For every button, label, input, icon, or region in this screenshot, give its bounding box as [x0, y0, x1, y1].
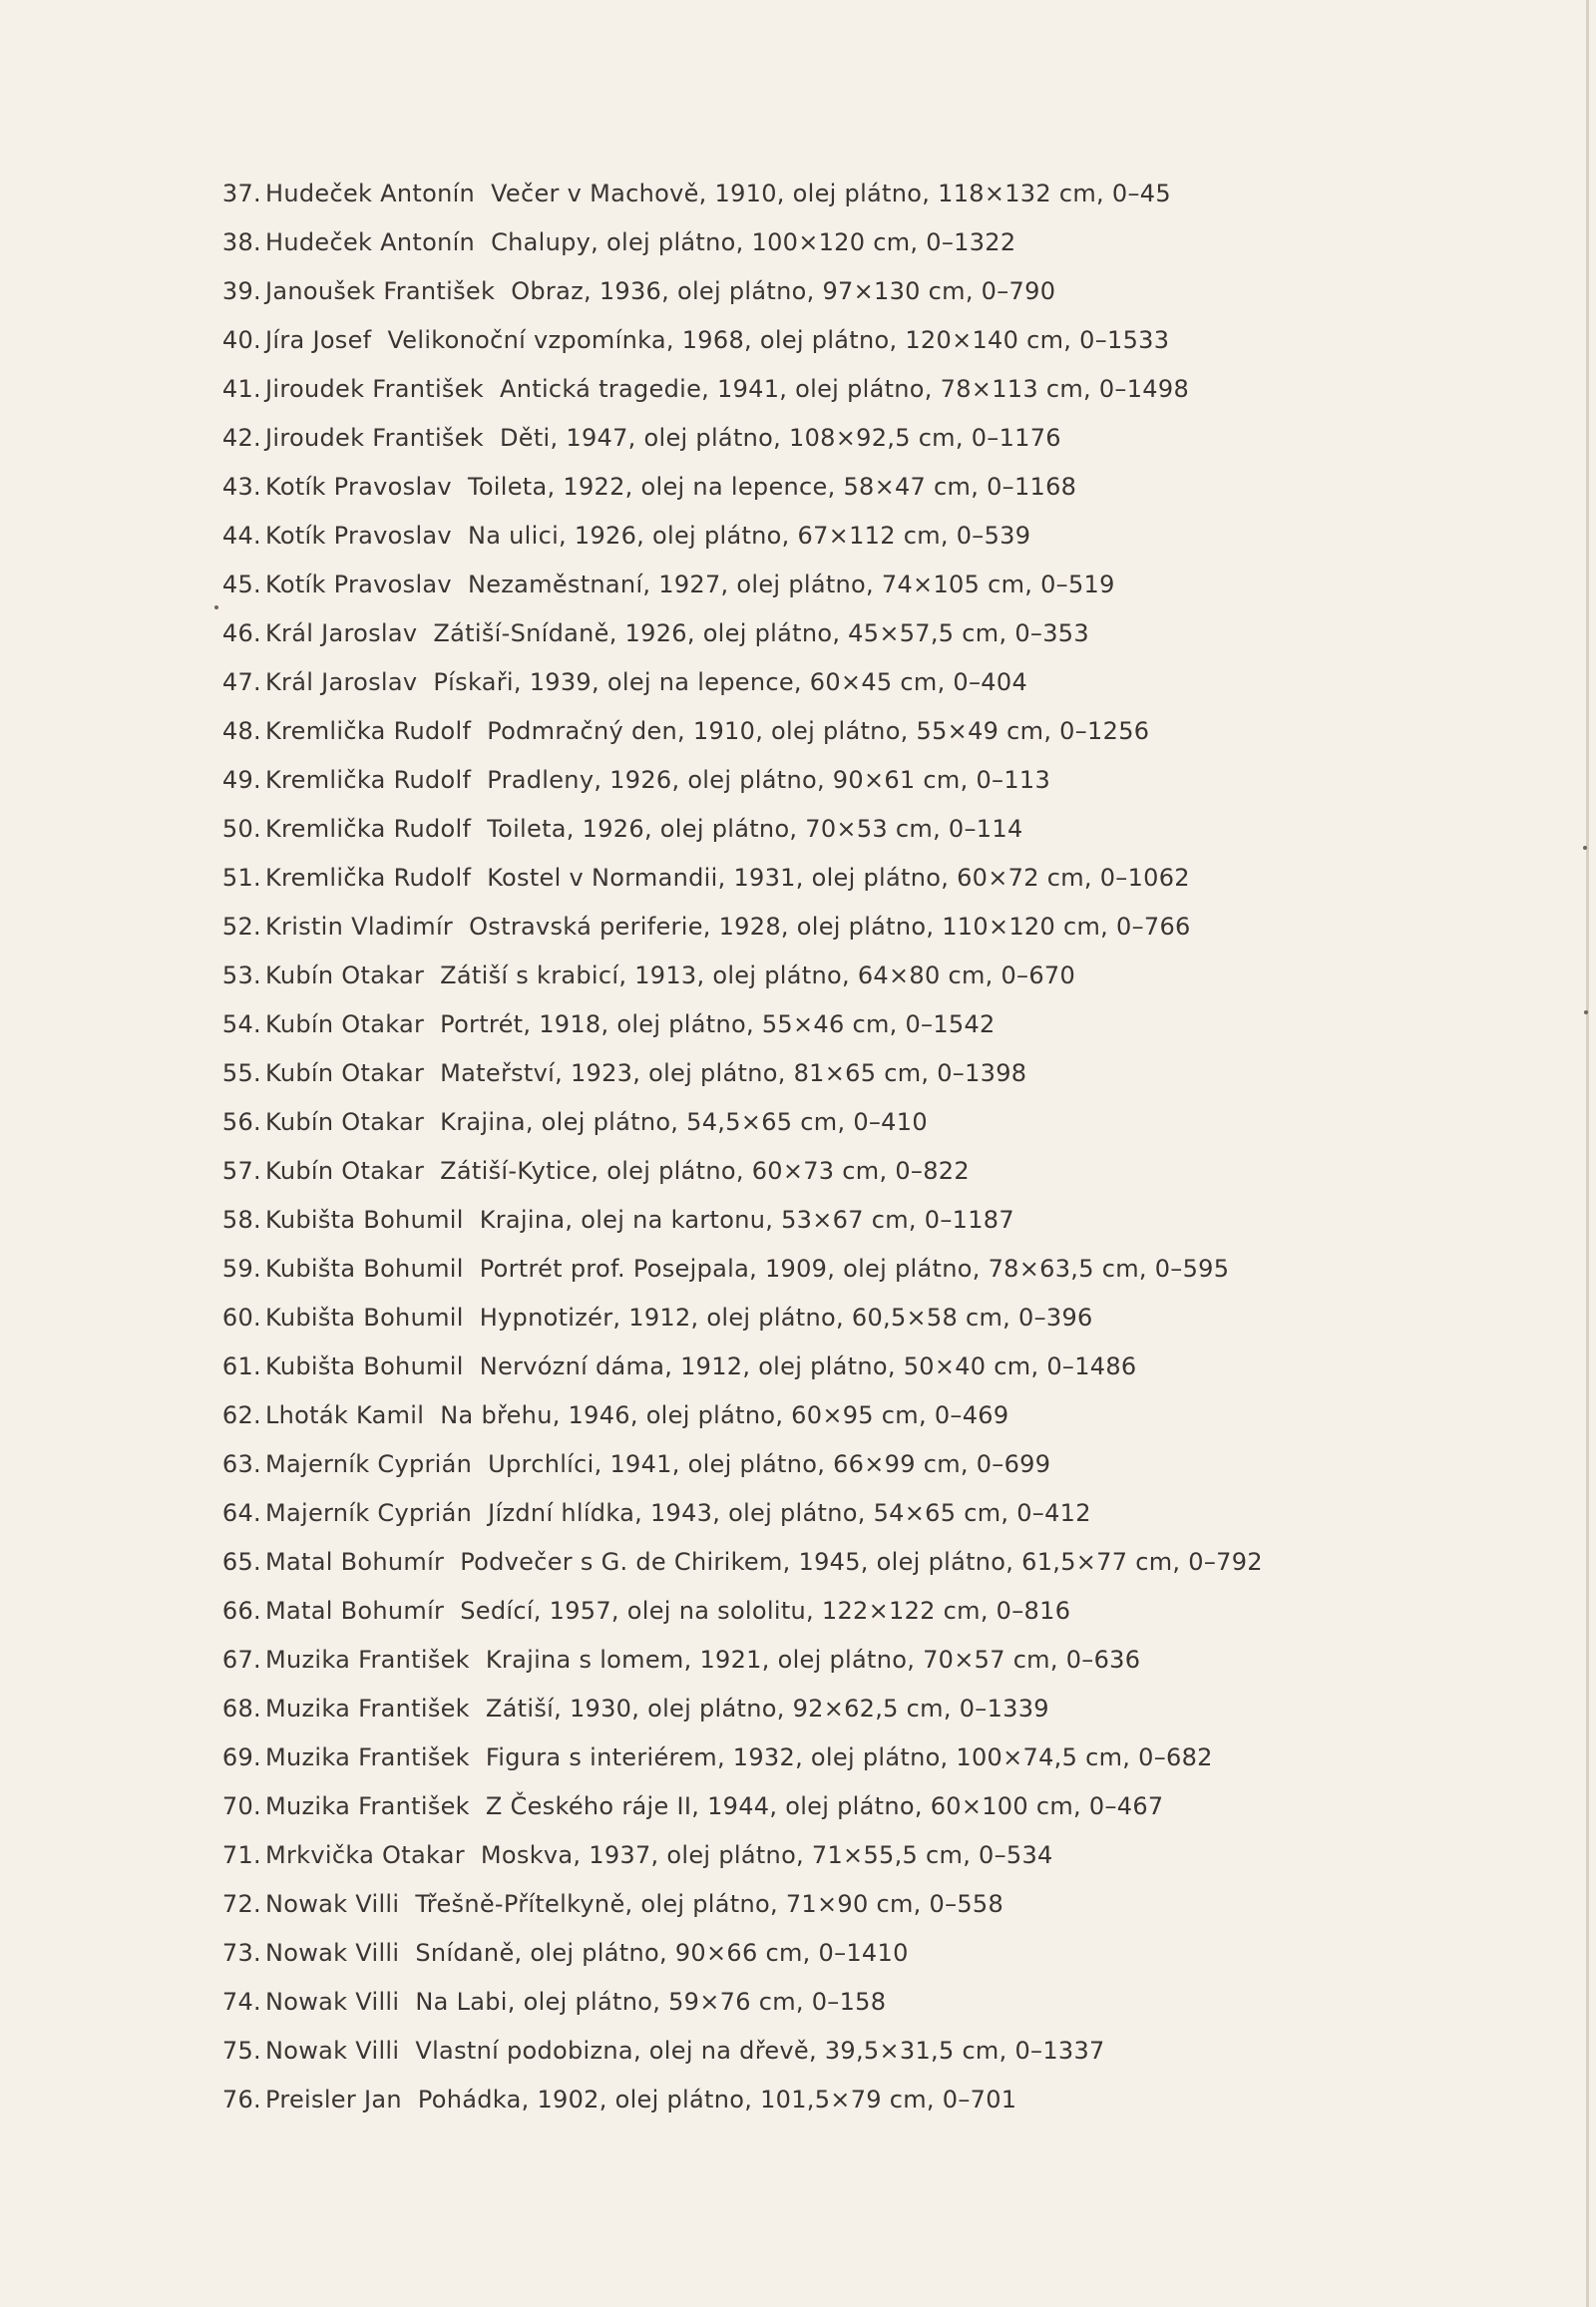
entry-number: 67.	[221, 1646, 261, 1674]
entry-number: 69.	[221, 1743, 261, 1771]
entry-text	[265, 903, 1191, 952]
entry-number: 57.	[221, 1157, 261, 1185]
entry-text	[265, 1440, 1050, 1489]
entry-author: Preisler Jan	[265, 2086, 402, 2114]
entry-work: Z Českého ráje II, 1944, olej plátno, 60×100 cm, 0–467	[485, 1792, 1164, 1820]
entry-work: Antická tragedie, 1941, olej plátno, 78×113 cm, 0–1498	[500, 375, 1190, 403]
entry-work: Na ulici, 1926, olej plátno, 67×112 cm, 0–539	[467, 522, 1031, 550]
entry-work: Zátiší-Snídaně, 1926, olej plátno, 45×57,5 cm, 0–353	[433, 619, 1089, 647]
entry-text	[265, 1196, 1014, 1245]
entry-text	[265, 414, 1061, 463]
entry-text	[265, 658, 1027, 707]
entry-author: Muzika František	[265, 1792, 470, 1820]
entry-author: Mrkvička Otakar	[265, 1841, 465, 1869]
entry-work: Krajina, olej plátno, 54,5×65 cm, 0–410	[440, 1108, 928, 1136]
catalog-entry	[0, 1343, 1596, 1391]
entry-number: 63.	[221, 1450, 261, 1478]
entry-author: Lhoták Kamil	[265, 1401, 425, 1429]
entry-text	[265, 218, 1015, 267]
entry-number: 55.	[221, 1059, 261, 1087]
entry-work: Moskva, 1937, olej plátno, 71×55,5 cm, 0–534	[480, 1841, 1053, 1869]
catalog-entry	[0, 1685, 1596, 1733]
entry-work: Snídaně, olej plátno, 90×66 cm, 0–1410	[415, 1939, 909, 1967]
catalog-entry	[0, 365, 1596, 414]
entry-number: 48.	[221, 717, 261, 745]
entry-text	[265, 1831, 1053, 1880]
catalog-entry	[0, 1929, 1596, 1978]
entry-text	[265, 952, 1075, 1000]
entry-number: 61.	[221, 1352, 261, 1380]
entry-number: 65.	[221, 1548, 261, 1576]
catalog-entry	[0, 1880, 1596, 1929]
entry-number: 41.	[221, 375, 261, 403]
catalog-entry	[0, 1978, 1596, 2027]
entry-work: Pískaři, 1939, olej na lepence, 60×45 cm, 0–404	[433, 668, 1028, 696]
entry-work: Figura s interiérem, 1932, olej plátno, 100×74,5 cm, 0–682	[485, 1743, 1213, 1771]
entry-text	[265, 1782, 1164, 1831]
entry-number: 75.	[221, 2037, 261, 2065]
entry-author: Nowak Villi	[265, 1890, 400, 1918]
catalog-entry	[0, 1294, 1596, 1343]
entry-author: Hudeček Antonín	[265, 228, 476, 256]
catalog-entry	[0, 1000, 1596, 1049]
entry-work: Pradleny, 1926, olej plátno, 90×61 cm, 0–113	[487, 766, 1051, 794]
entry-text	[265, 463, 1076, 512]
entry-number: 52.	[221, 913, 261, 941]
catalog-list	[0, 170, 1596, 2124]
entry-author: Král Jaroslav	[265, 668, 418, 696]
entry-number: 44.	[221, 522, 261, 550]
entry-work: Jízdní hlídka, 1943, olej plátno, 54×65 cm, 0–412	[488, 1499, 1091, 1527]
entry-number: 71.	[221, 1841, 261, 1869]
entry-number: 46.	[221, 619, 261, 647]
entry-number: 56.	[221, 1108, 261, 1136]
entry-number: 50.	[221, 815, 261, 843]
entry-text	[265, 805, 1023, 854]
catalog-entry	[0, 952, 1596, 1000]
catalog-entry	[0, 2076, 1596, 2124]
entry-text	[265, 1098, 928, 1147]
entry-number: 58.	[221, 1206, 261, 1234]
entry-work: Zátiší s krabicí, 1913, olej plátno, 64×80 cm, 0–670	[440, 961, 1076, 989]
catalog-entry	[0, 1831, 1596, 1880]
entry-text	[265, 1294, 1093, 1343]
entry-work: Toileta, 1922, olej na lepence, 58×47 cm, 0–1168	[467, 473, 1077, 501]
entry-author: Majerník Cyprián	[265, 1450, 473, 1478]
entry-author: Janoušek František	[265, 277, 496, 305]
catalog-entry	[0, 1782, 1596, 1831]
entry-author: Kotík Pravoslav	[265, 522, 452, 550]
entry-author: Kubín Otakar	[265, 961, 425, 989]
entry-work: Krajina, olej na kartonu, 53×67 cm, 0–1187	[479, 1206, 1014, 1234]
entry-author: Kubín Otakar	[265, 1059, 425, 1087]
entry-text	[265, 1489, 1091, 1538]
entry-text	[265, 1538, 1263, 1587]
entry-text	[265, 1733, 1213, 1782]
entry-work: Ostravská periferie, 1928, olej plátno, 110×120 cm, 0–766	[469, 913, 1191, 941]
entry-author: Hudeček Antonín	[265, 180, 476, 207]
entry-text	[265, 1245, 1229, 1294]
entry-text	[265, 170, 1171, 218]
entry-author: Matal Bohumír	[265, 1548, 445, 1576]
catalog-entry	[0, 1196, 1596, 1245]
entry-author: Kremlička Rudolf	[265, 766, 472, 794]
entry-text	[265, 1049, 1026, 1098]
entry-number: 64.	[221, 1499, 261, 1527]
entry-text	[265, 512, 1030, 561]
catalog-entry	[0, 658, 1596, 707]
catalog-entry	[0, 316, 1596, 365]
entry-author: Majerník Cyprián	[265, 1499, 473, 1527]
entry-work: Pohádka, 1902, olej plátno, 101,5×79 cm, 0–701	[417, 2086, 1017, 2114]
entry-number: 49.	[221, 766, 261, 794]
entry-author: Kubín Otakar	[265, 1010, 425, 1038]
catalog-entry	[0, 512, 1596, 561]
entry-author: Kremlička Rudolf	[265, 815, 472, 843]
entry-author: Muzika František	[265, 1743, 470, 1771]
entry-work: Nervózní dáma, 1912, olej plátno, 50×40 cm, 0–1486	[479, 1352, 1137, 1380]
entry-text	[265, 1978, 886, 2027]
entry-work: Mateřství, 1923, olej plátno, 81×65 cm, 0–1398	[440, 1059, 1027, 1087]
entry-text	[265, 707, 1149, 756]
catalog-entry	[0, 561, 1596, 609]
catalog-entry	[0, 1636, 1596, 1685]
catalog-entry	[0, 854, 1596, 903]
entry-number: 43.	[221, 473, 261, 501]
catalog-entry	[0, 1098, 1596, 1147]
entry-work: Na Labi, olej plátno, 59×76 cm, 0–158	[415, 1988, 887, 2016]
entry-author: Nowak Villi	[265, 1939, 400, 1967]
entry-author: Kubišta Bohumil	[265, 1255, 464, 1283]
entry-text	[265, 1880, 1003, 1929]
catalog-entry	[0, 609, 1596, 658]
entry-number: 45.	[221, 571, 261, 598]
entry-work: Večer v Machově, 1910, olej plátno, 118×132 cm, 0–45	[491, 180, 1171, 207]
entry-text	[265, 1391, 1008, 1440]
entry-text	[265, 609, 1089, 658]
catalog-entry	[0, 1049, 1596, 1098]
catalog-entry	[0, 414, 1596, 463]
entry-work: Krajina s lomem, 1921, olej plátno, 70×57 cm, 0–636	[485, 1646, 1141, 1674]
entry-work: Portrét, 1918, olej plátno, 55×46 cm, 0–1542	[440, 1010, 996, 1038]
entry-work: Obraz, 1936, olej plátno, 97×130 cm, 0–790	[511, 277, 1056, 305]
entry-number: 70.	[221, 1792, 261, 1820]
entry-work: Třešně-Přítelkyně, olej plátno, 71×90 cm, 0–558	[415, 1890, 1004, 1918]
catalog-entry	[0, 218, 1596, 267]
entry-text	[265, 854, 1190, 903]
catalog-entry	[0, 1538, 1596, 1587]
entry-number: 73.	[221, 1939, 261, 1967]
entry-author: Matal Bohumír	[265, 1597, 445, 1625]
entry-number: 76.	[221, 2086, 261, 2114]
entry-number: 68.	[221, 1695, 261, 1723]
entry-work: Velikonoční vzpomínka, 1968, olej plátno, 120×140 cm, 0–1533	[387, 326, 1170, 354]
entry-work: Chalupy, olej plátno, 100×120 cm, 0–1322	[491, 228, 1016, 256]
entry-work: Uprchlíci, 1941, olej plátno, 66×99 cm, 0–699	[488, 1450, 1051, 1478]
entry-text	[265, 1636, 1140, 1685]
entry-text	[265, 1000, 996, 1049]
entry-work: Toileta, 1926, olej plátno, 70×53 cm, 0–114	[487, 815, 1023, 843]
entry-text	[265, 1343, 1136, 1391]
entry-text	[265, 2076, 1016, 2124]
entry-text	[265, 1929, 909, 1978]
entry-number: 74.	[221, 1988, 261, 2016]
entry-author: Kremlička Rudolf	[265, 864, 472, 892]
entry-work: Zátiší-Kytice, olej plátno, 60×73 cm, 0–822	[440, 1157, 970, 1185]
entry-author: Nowak Villi	[265, 2037, 400, 2065]
catalog-entry	[0, 1391, 1596, 1440]
entry-number: 38.	[221, 228, 261, 256]
entry-text	[265, 316, 1169, 365]
entry-author: Kremlička Rudolf	[265, 717, 472, 745]
entry-number: 53.	[221, 961, 261, 989]
entry-number: 37.	[221, 180, 261, 207]
entry-author: Kristin Vladimír	[265, 913, 454, 941]
entry-work: Děti, 1947, olej plátno, 108×92,5 cm, 0–1176	[500, 424, 1061, 452]
entry-text	[265, 267, 1055, 316]
catalog-entry	[0, 1489, 1596, 1538]
entry-number: 51.	[221, 864, 261, 892]
entry-author: Jiroudek František	[265, 424, 484, 452]
entry-author: Král Jaroslav	[265, 619, 418, 647]
entry-text	[265, 1147, 970, 1196]
catalog-entry	[0, 756, 1596, 805]
entry-author: Muzika František	[265, 1646, 470, 1674]
entry-author: Kubišta Bohumil	[265, 1352, 464, 1380]
entry-work: Nezaměstnaní, 1927, olej plátno, 74×105 cm, 0–519	[467, 571, 1115, 598]
entry-number: 39.	[221, 277, 261, 305]
entry-number: 47.	[221, 668, 261, 696]
entry-text	[265, 561, 1115, 609]
entry-number: 54.	[221, 1010, 261, 1038]
entry-number: 40.	[221, 326, 261, 354]
entry-work: Podmračný den, 1910, olej plátno, 55×49 cm, 0–1256	[487, 717, 1150, 745]
entry-text	[265, 756, 1050, 805]
catalog-entry	[0, 170, 1596, 218]
entry-author: Jíra Josef	[265, 326, 372, 354]
entry-author: Kotík Pravoslav	[265, 473, 452, 501]
entry-number: 66.	[221, 1597, 261, 1625]
catalog-entry	[0, 463, 1596, 512]
entry-author: Jiroudek František	[265, 375, 484, 403]
entry-author: Muzika František	[265, 1695, 470, 1723]
entry-author: Kubišta Bohumil	[265, 1304, 464, 1332]
entry-work: Hypnotizér, 1912, olej plátno, 60,5×58 cm, 0–396	[479, 1304, 1093, 1332]
catalog-entry	[0, 1440, 1596, 1489]
entry-number: 72.	[221, 1890, 261, 1918]
entry-author: Kubišta Bohumil	[265, 1206, 464, 1234]
catalog-entry	[0, 1147, 1596, 1196]
entry-text	[265, 2027, 1105, 2076]
entry-number: 42.	[221, 424, 261, 452]
entry-author: Kubín Otakar	[265, 1157, 425, 1185]
catalog-entry	[0, 2027, 1596, 2076]
catalog-entry	[0, 903, 1596, 952]
entry-text	[265, 1587, 1070, 1636]
catalog-entry	[0, 1587, 1596, 1636]
entry-number: 59.	[221, 1255, 261, 1283]
entry-author: Kubín Otakar	[265, 1108, 425, 1136]
catalog-entry	[0, 805, 1596, 854]
catalog-entry	[0, 1245, 1596, 1294]
entry-author: Nowak Villi	[265, 1988, 400, 2016]
entry-work: Sedící, 1957, olej na sololitu, 122×122 cm, 0–816	[460, 1597, 1071, 1625]
entry-text	[265, 365, 1189, 414]
entry-number: 60.	[221, 1304, 261, 1332]
entry-number: 62.	[221, 1401, 261, 1429]
entry-work: Na břehu, 1946, olej plátno, 60×95 cm, 0–469	[440, 1401, 1009, 1429]
entry-work: Podvečer s G. de Chirikem, 1945, olej plátno, 61,5×77 cm, 0–792	[460, 1548, 1263, 1576]
entry-work: Zátiší, 1930, olej plátno, 92×62,5 cm, 0–1339	[485, 1695, 1049, 1723]
catalog-entry	[0, 267, 1596, 316]
entry-work: Kostel v Normandii, 1931, olej plátno, 60×72 cm, 0–1062	[487, 864, 1190, 892]
entry-work: Vlastní podobizna, olej na dřevě, 39,5×31,5 cm, 0–1337	[415, 2037, 1105, 2065]
catalog-entry	[0, 1733, 1596, 1782]
entry-work: Portrét prof. Posejpala, 1909, olej plátno, 78×63,5 cm, 0–595	[479, 1255, 1230, 1283]
entry-author: Kotík Pravoslav	[265, 571, 452, 598]
catalog-entry	[0, 707, 1596, 756]
entry-text	[265, 1685, 1049, 1733]
